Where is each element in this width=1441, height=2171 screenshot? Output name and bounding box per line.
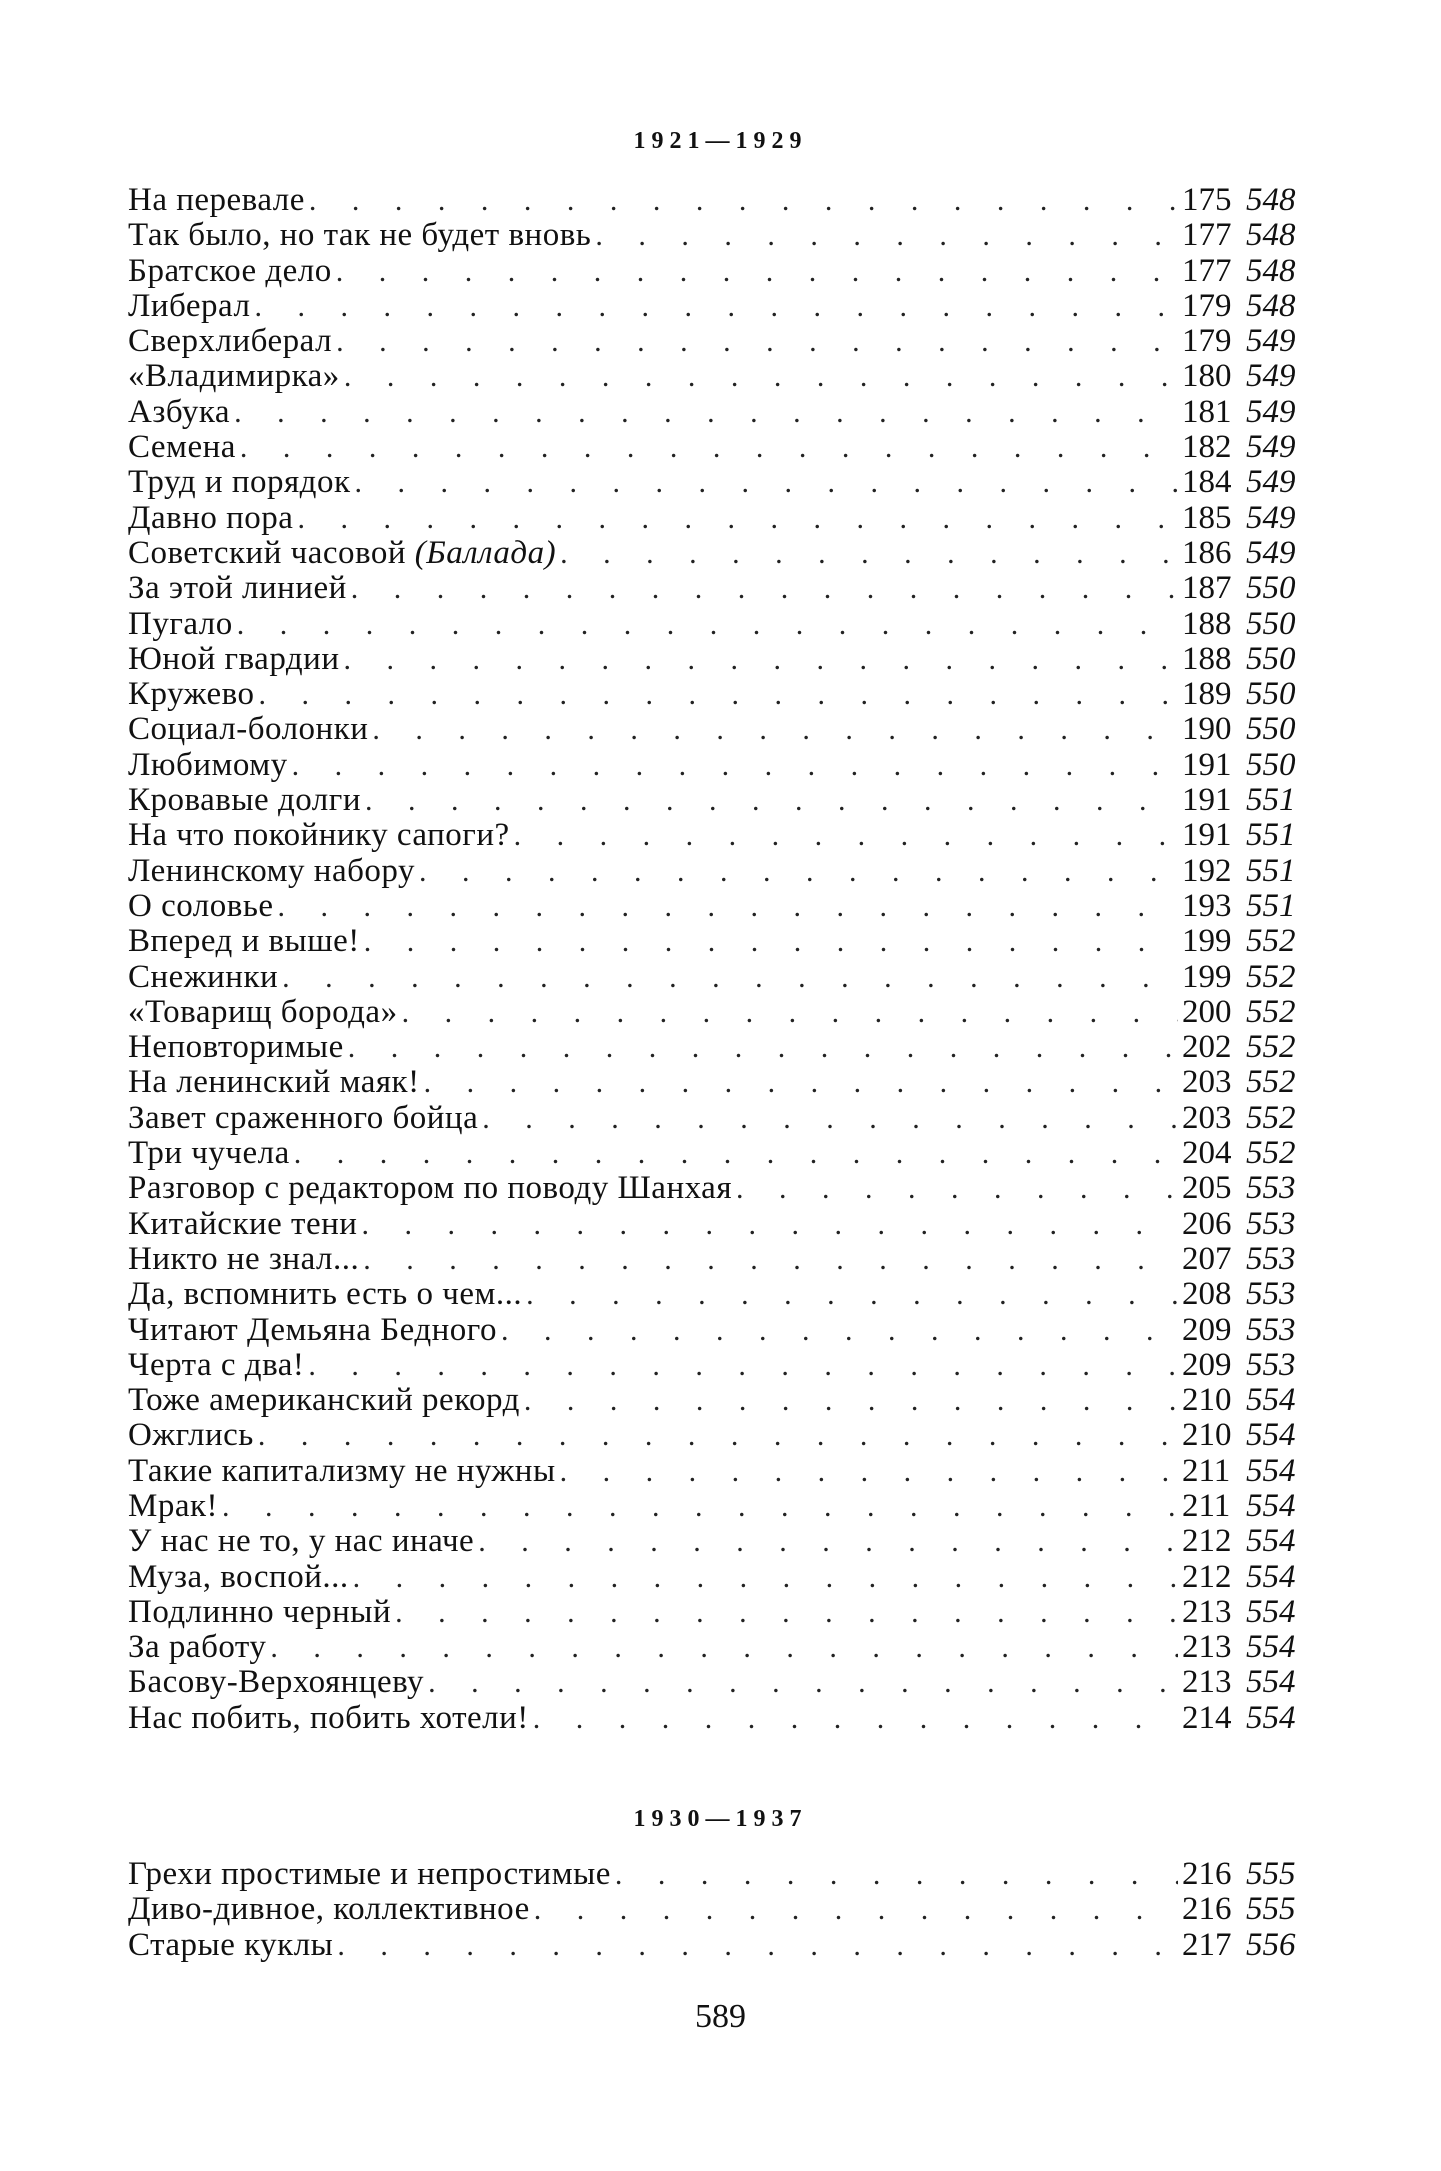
entry-notes-page: 552 [1246, 993, 1296, 1030]
dot-leader [237, 607, 1178, 642]
dot-leader [344, 359, 1178, 394]
entry-page-number: 190 [1182, 711, 1232, 748]
section-heading: 1921—1929 [633, 128, 808, 154]
toc-entry [128, 1348, 1308, 1383]
entry-title-text: Социал-болонки [128, 711, 369, 748]
entry-notes-page: 548 [1246, 182, 1296, 218]
entry-title [128, 1595, 391, 1630]
toc-entry [128, 1928, 1308, 1963]
toc-entry [128, 1454, 1308, 1489]
entry-title-text: У нас не то, у нас иначе [128, 1523, 475, 1560]
entry-title-text: Читают Демьяна Бедного [128, 1311, 498, 1348]
entry-notes-page: 552 [1246, 1029, 1296, 1066]
dot-leader [348, 1030, 1178, 1065]
entry-title [128, 1701, 529, 1736]
toc-entry [128, 465, 1308, 500]
entry-page-number: 191 [1182, 817, 1232, 854]
entry-notes-page: 551 [1246, 817, 1296, 854]
toc-entry [128, 1101, 1308, 1136]
entry-page-number: 180 [1182, 358, 1232, 395]
entry-title [128, 642, 340, 677]
toc-entry [128, 1313, 1308, 1348]
toc-entry [128, 536, 1308, 571]
entry-notes-page: 548 [1246, 252, 1296, 289]
toc-entry [128, 324, 1308, 359]
entry-title-text: Юной гвардии [128, 640, 340, 677]
page-number: 589 [695, 1998, 746, 2035]
entry-title-text: Так было, но так не будет вновь [128, 217, 592, 254]
entry-title [128, 1136, 290, 1171]
entry-title [128, 289, 250, 324]
entry-notes-page: 552 [1246, 923, 1296, 960]
entry-title [128, 1207, 357, 1242]
dot-leader [240, 430, 1178, 465]
entry-page-number: 191 [1182, 746, 1232, 783]
entry-title [128, 995, 398, 1030]
entry-title [128, 1101, 478, 1136]
dot-leader [222, 1489, 1178, 1524]
entry-title-text: Басову-Верхоянцеву [128, 1664, 425, 1701]
entry-page-number: 213 [1182, 1664, 1232, 1701]
dot-leader [234, 395, 1178, 430]
entry-page-number: 212 [1182, 1558, 1232, 1595]
toc-entry [128, 430, 1308, 465]
entry-title-text: Давно пора [128, 499, 294, 536]
toc-entry [128, 1418, 1308, 1453]
entry-title-text: Разговор с редактором по поводу Шанхая [128, 1170, 732, 1207]
entry-title [128, 1348, 304, 1383]
entry-page-number: 206 [1182, 1205, 1232, 1242]
dot-leader [595, 218, 1178, 253]
toc-entry [128, 571, 1308, 606]
entry-title-text: Кружево [128, 676, 255, 713]
entry-notes-page: 550 [1246, 711, 1296, 748]
entry-notes-page: 552 [1246, 1099, 1296, 1136]
entry-title [128, 854, 415, 889]
entry-page-number: 181 [1182, 393, 1232, 430]
entry-page-number: 211 [1182, 1452, 1231, 1489]
dot-leader [292, 748, 1178, 783]
entry-title [128, 1171, 732, 1206]
entry-notes-page: 552 [1246, 1064, 1296, 1101]
toc-entry [128, 677, 1308, 712]
entry-title [128, 1277, 522, 1312]
entry-page-number: 217 [1182, 1926, 1232, 1963]
entry-page-number: 177 [1182, 217, 1232, 254]
entry-page-number: 184 [1182, 464, 1232, 501]
entry-notes-page: 550 [1246, 640, 1296, 677]
entry-title-text: «Товарищ борода» [128, 993, 398, 1030]
entry-page-number: 179 [1182, 287, 1232, 324]
entry-notes-page: 556 [1246, 1926, 1296, 1963]
entry-title-text: Диво-дивное, коллективное [128, 1891, 530, 1928]
entry-page-number: 209 [1182, 1311, 1232, 1348]
entry-notes-page: 553 [1246, 1276, 1296, 1313]
dot-leader [482, 1101, 1178, 1136]
entry-title-text: Да, вспомнить есть о чем... [128, 1276, 523, 1313]
toc-entry [128, 1892, 1308, 1927]
entry-title [128, 359, 340, 394]
entry-page-number: 209 [1182, 1346, 1232, 1383]
dot-leader [560, 536, 1178, 571]
entry-notes-page: 551 [1246, 782, 1296, 819]
entry-page-number: 182 [1182, 429, 1232, 466]
dot-leader [294, 1136, 1178, 1171]
entry-title [128, 324, 332, 359]
entry-notes-page: 553 [1246, 1240, 1296, 1277]
toc-entry [128, 1171, 1308, 1206]
toc-entry [128, 289, 1308, 324]
entry-title-text: Снежинки [128, 958, 279, 995]
dot-leader [278, 889, 1178, 924]
entry-title-text: Подлинно черный [128, 1593, 392, 1630]
toc-entry [128, 1383, 1308, 1418]
toc-entry [128, 1665, 1308, 1700]
entry-page-number: 200 [1182, 993, 1232, 1030]
dot-leader [363, 1242, 1178, 1277]
dot-leader [424, 1065, 1178, 1100]
entry-title [128, 960, 278, 995]
toc-entry [128, 218, 1308, 253]
toc-entry [128, 1207, 1308, 1242]
dot-leader [524, 1383, 1178, 1418]
entry-page-number: 211 [1182, 1487, 1231, 1524]
entry-title [128, 1665, 424, 1700]
dot-leader [355, 465, 1179, 500]
entry-notes-page: 549 [1246, 358, 1296, 395]
entry-title-text: Тоже американский рекорд [128, 1382, 520, 1419]
dot-leader [351, 571, 1178, 606]
toc-entry [128, 1701, 1308, 1736]
dot-leader [419, 854, 1178, 889]
entry-notes-page: 550 [1246, 605, 1296, 642]
entry-title [128, 254, 332, 289]
entry-page-number: 199 [1182, 923, 1232, 960]
toc-entry [128, 1595, 1308, 1630]
entry-title [128, 501, 293, 536]
entry-title [128, 1489, 218, 1524]
entry-title-text: Старые куклы [128, 1926, 334, 1963]
section-heading: 1930—1937 [633, 1806, 808, 1832]
entry-title [128, 1242, 359, 1277]
entry-notes-page: 555 [1246, 1856, 1296, 1892]
entry-notes-page: 550 [1246, 570, 1296, 607]
entry-notes-page: 554 [1246, 1699, 1296, 1736]
dot-leader [336, 324, 1178, 359]
dot-leader [395, 1595, 1178, 1630]
toc-entry [128, 501, 1308, 536]
entry-page-number: 208 [1182, 1276, 1232, 1313]
toc-entry [128, 607, 1308, 642]
entry-notes-page: 554 [1246, 1417, 1296, 1454]
entry-title-text: Братское дело [128, 252, 332, 289]
dot-leader [402, 995, 1178, 1030]
entry-title [128, 218, 591, 253]
entry-page-number: 203 [1182, 1064, 1232, 1101]
entry-notes-page: 549 [1246, 393, 1296, 430]
toc-entry [128, 854, 1308, 889]
entry-title-text: Любимому [128, 746, 288, 783]
entry-notes-page: 549 [1246, 429, 1296, 466]
entry-title-text: Муза, воспой... [128, 1558, 349, 1595]
entry-title-text: Труд и порядок [128, 464, 351, 501]
entry-notes-page: 552 [1246, 958, 1296, 995]
dot-leader [337, 1928, 1178, 1963]
entry-notes-page: 550 [1246, 676, 1296, 713]
toc-entry [128, 1277, 1308, 1312]
entry-page-number: 188 [1182, 640, 1232, 677]
toc-entry [128, 748, 1308, 783]
dot-leader [353, 1560, 1178, 1595]
entry-title [128, 1857, 611, 1892]
entry-title [128, 889, 274, 924]
entry-title [128, 783, 361, 818]
toc-entry [128, 889, 1308, 924]
toc-entry [128, 995, 1308, 1030]
entry-notes-page: 551 [1246, 887, 1296, 924]
entry-subtitle: (Баллада) [414, 534, 557, 571]
entry-page-number: 191 [1182, 782, 1232, 819]
entry-title [128, 571, 347, 606]
entry-title-text: Азбука [128, 393, 231, 430]
entry-title [128, 395, 230, 430]
dot-leader [344, 642, 1179, 677]
entry-notes-page: 553 [1246, 1170, 1296, 1207]
entry-title [128, 818, 510, 853]
entry-title [128, 1383, 520, 1418]
entry-page-number: 203 [1182, 1099, 1232, 1136]
dot-leader [526, 1277, 1178, 1312]
entry-page-number: 185 [1182, 499, 1232, 536]
toc-entry [128, 1524, 1308, 1559]
entry-title-text: О соловье [128, 887, 274, 924]
entry-title-text: Нас побить, побить хотели! [128, 1699, 529, 1736]
entry-page-number: 202 [1182, 1029, 1232, 1066]
toc-entry [128, 1242, 1308, 1277]
entry-title-text: Мрак! [128, 1487, 219, 1524]
entry-title-text: Семена [128, 429, 236, 466]
toc-entry [128, 395, 1308, 430]
entry-title-text: Завет сраженного бойца [128, 1099, 479, 1136]
entry-title-text: Кровавые долги [128, 782, 361, 819]
entry-notes-page: 549 [1246, 534, 1296, 571]
dot-leader [428, 1665, 1178, 1700]
entry-title-text: Ленинскому набору [128, 852, 415, 889]
entry-title [128, 924, 360, 959]
entry-title-text: Пугало [128, 605, 233, 642]
entry-page-number: 205 [1182, 1170, 1232, 1207]
entry-notes-page: 554 [1246, 1487, 1296, 1524]
entry-title [128, 1892, 530, 1927]
dot-leader [478, 1524, 1178, 1559]
toc-entry [128, 1489, 1308, 1524]
entry-title [128, 1313, 497, 1348]
entry-page-number: 213 [1182, 1593, 1232, 1630]
entry-notes-page: 554 [1246, 1382, 1296, 1419]
entry-page-number: 188 [1182, 605, 1232, 642]
toc-entry [128, 359, 1308, 394]
entry-page-number: 216 [1182, 1856, 1232, 1892]
dot-leader [560, 1454, 1178, 1489]
entry-title [128, 430, 236, 465]
entry-title [128, 1560, 349, 1595]
entry-title-text: Ожглись [128, 1417, 254, 1454]
entry-page-number: 175 [1182, 182, 1232, 218]
entry-title-text: Грехи простимые и непростимые [128, 1856, 611, 1892]
entry-title-text: Черта с два! [128, 1346, 305, 1383]
entry-title-text: На ленинский маяк! [128, 1064, 420, 1101]
entry-notes-page: 554 [1246, 1452, 1296, 1489]
entry-notes-page: 549 [1246, 464, 1296, 501]
entry-notes-page: 550 [1246, 746, 1296, 783]
dot-leader [372, 712, 1178, 747]
dot-leader [336, 254, 1178, 289]
dot-leader [361, 1207, 1178, 1242]
entry-page-number: 192 [1182, 852, 1232, 889]
entry-title-text: За этой линией [128, 570, 347, 607]
dot-leader [514, 818, 1178, 853]
entry-title-text: За работу [128, 1629, 267, 1666]
entry-page-number: 204 [1182, 1135, 1232, 1172]
entry-page-number: 179 [1182, 323, 1232, 360]
entry-page-number: 210 [1182, 1417, 1232, 1454]
toc-entry [128, 924, 1308, 959]
entry-notes-page: 554 [1246, 1629, 1296, 1666]
entry-notes-page: 554 [1246, 1523, 1296, 1560]
entry-page-number: 187 [1182, 570, 1232, 607]
entry-title [128, 1454, 556, 1489]
toc-entry [128, 712, 1308, 747]
dot-leader [534, 1892, 1178, 1927]
dot-leader [736, 1171, 1178, 1206]
entry-page-number: 207 [1182, 1240, 1232, 1277]
toc-entry [128, 642, 1308, 677]
entry-page-number: 212 [1182, 1523, 1232, 1560]
entry-title-text: Неповторимые [128, 1029, 344, 1066]
toc-entry [128, 960, 1308, 995]
entry-page-number: 199 [1182, 958, 1232, 995]
entry-notes-page: 552 [1246, 1135, 1296, 1172]
entry-page-number: 213 [1182, 1629, 1232, 1666]
entry-title [128, 1418, 254, 1453]
entry-page-number: 177 [1182, 252, 1232, 289]
dot-leader [501, 1313, 1178, 1348]
entry-page-number: 214 [1182, 1699, 1232, 1736]
entry-title [128, 1030, 344, 1065]
entry-title [128, 677, 255, 712]
entry-page-number: 210 [1182, 1382, 1232, 1419]
dot-leader [308, 1348, 1178, 1383]
entry-title-text: Никто не знал... [128, 1240, 360, 1277]
entry-notes-page: 553 [1246, 1311, 1296, 1348]
entry-title-text: На что покойнику сапоги? [128, 817, 510, 854]
toc-entry [128, 783, 1308, 818]
entry-notes-page: 553 [1246, 1346, 1296, 1383]
entry-notes-page: 548 [1246, 217, 1296, 254]
toc-entry [128, 1560, 1308, 1595]
dot-leader [309, 183, 1178, 218]
toc-entry [128, 1630, 1308, 1665]
entry-title [128, 465, 351, 500]
entry-notes-page: 549 [1246, 323, 1296, 360]
entry-page-number: 186 [1182, 534, 1232, 571]
toc-entry [128, 1857, 1308, 1892]
entry-notes-page: 554 [1246, 1664, 1296, 1701]
entry-page-number: 189 [1182, 676, 1232, 713]
toc-list [128, 183, 1308, 1736]
entry-title [128, 536, 556, 571]
entry-title [128, 1630, 266, 1665]
entry-title-text: Сверхлиберал [128, 323, 333, 360]
entry-title-text: Либерал [128, 287, 251, 324]
toc-entry [128, 183, 1308, 218]
dot-leader [533, 1701, 1178, 1736]
toc-entry [128, 1030, 1308, 1065]
entry-title-text: «Владимирка» [128, 358, 340, 395]
entry-title-text: На перевале [128, 182, 305, 218]
entry-title [128, 1065, 420, 1100]
entry-notes-page: 549 [1246, 499, 1296, 536]
dot-leader [364, 924, 1178, 959]
dot-leader [254, 289, 1178, 324]
entry-title-text: Вперед и выше! [128, 923, 360, 960]
entry-notes-page: 554 [1246, 1593, 1296, 1630]
entry-title-text: Советский часовой [128, 534, 415, 571]
dot-leader [365, 783, 1178, 818]
entry-notes-page: 548 [1246, 287, 1296, 324]
toc-entry [128, 1065, 1308, 1100]
entry-title [128, 183, 305, 218]
dot-leader [297, 501, 1178, 536]
entry-title [128, 748, 288, 783]
toc-entry [128, 818, 1308, 853]
entry-notes-page: 554 [1246, 1558, 1296, 1595]
dot-leader [259, 677, 1178, 712]
dot-leader [258, 1418, 1178, 1453]
dot-leader [615, 1857, 1178, 1892]
dot-leader [282, 960, 1178, 995]
toc-entry [128, 254, 1308, 289]
entry-page-number: 193 [1182, 887, 1232, 924]
toc-list [128, 1857, 1308, 1963]
dot-leader [270, 1630, 1178, 1665]
entry-title-text: Китайские тени [128, 1205, 358, 1242]
entry-title-text: Такие капитализму не нужны [128, 1452, 556, 1489]
entry-notes-page: 551 [1246, 852, 1296, 889]
entry-title [128, 1524, 474, 1559]
entry-title [128, 1928, 333, 1963]
entry-title [128, 607, 233, 642]
toc-entry [128, 1136, 1308, 1171]
entry-page-number: 216 [1182, 1891, 1232, 1928]
entry-notes-page: 555 [1246, 1891, 1296, 1928]
entry-notes-page: 553 [1246, 1205, 1296, 1242]
entry-title-text: Три чучела [128, 1135, 290, 1172]
entry-title [128, 712, 368, 747]
